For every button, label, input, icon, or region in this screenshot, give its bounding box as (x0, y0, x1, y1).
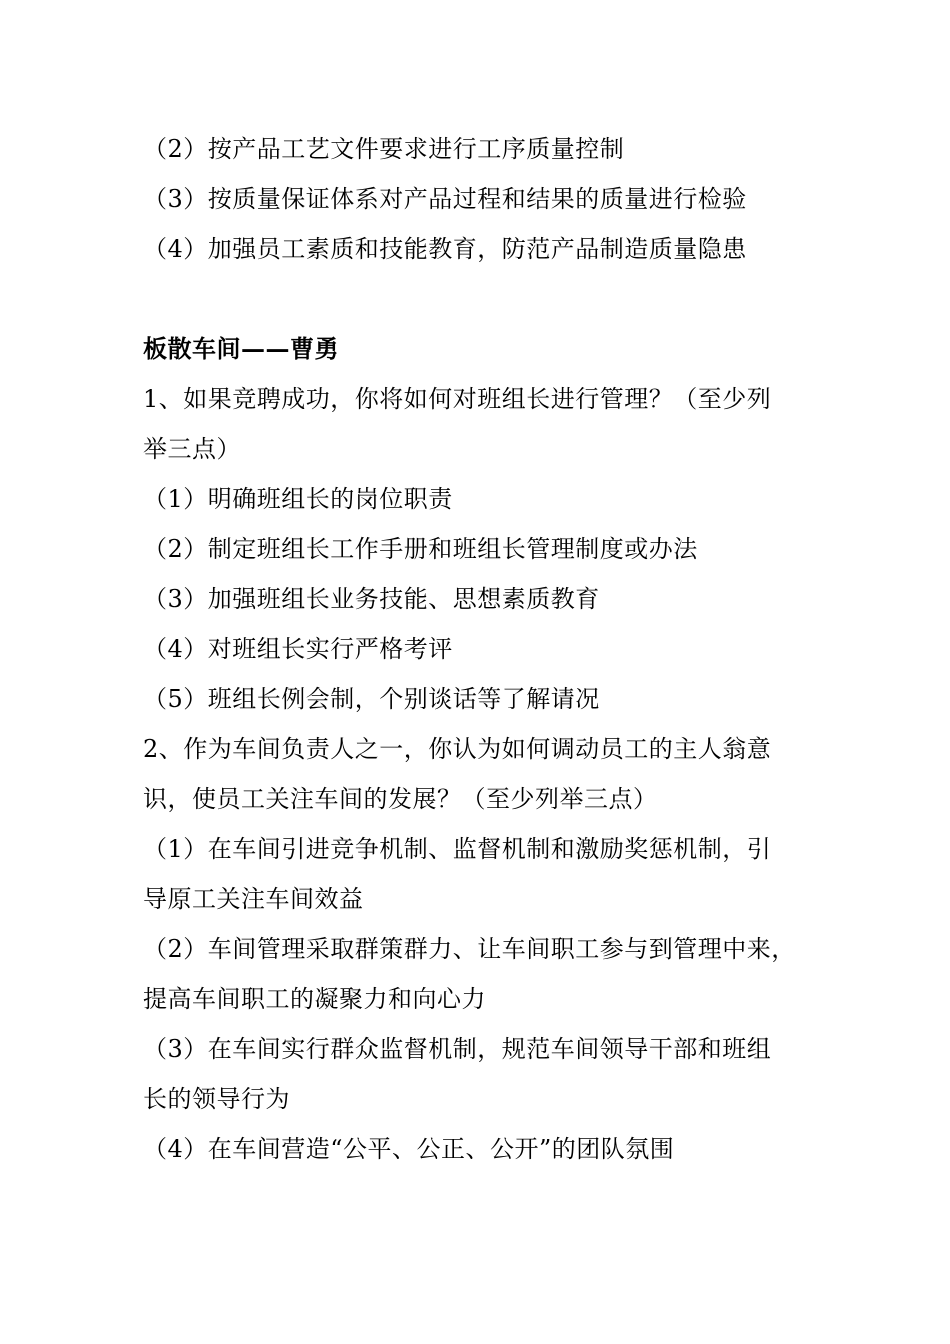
answer-line: （4）对班组长实行严格考评 (143, 635, 453, 663)
answer-line: （1）在车间引进竞争机制、监督机制和激励奖惩机制，引 (143, 835, 772, 863)
answer-line: （2）制定班组长工作手册和班组长管理制度或办法 (143, 535, 698, 563)
question-line: 2、作为车间负责人之一，你认为如何调动员工的主人翁意 (143, 735, 772, 763)
answer-line: 长的领导行为 (143, 1085, 290, 1113)
answer-line: （2）车间管理采取群策群力、让车间职工参与到管理中来， (143, 935, 796, 963)
answer-line: （3）在车间实行群众监督机制，规范车间领导干部和班组 (143, 1035, 772, 1063)
question-line: 识，使员工关注车间的发展？（至少列举三点） (143, 785, 658, 813)
section-heading: 板散车间——曹勇 (143, 334, 339, 363)
text-line: （2）按产品工艺文件要求进行工序质量控制 (143, 135, 625, 163)
answer-line: 提高车间职工的凝聚力和向心力 (143, 985, 486, 1013)
question-line: 1、如果竞聘成功，你将如何对班组长进行管理？（至少列 (143, 385, 772, 413)
answer-line: （3）加强班组长业务技能、思想素质教育 (143, 585, 600, 613)
answer-line: （1）明确班组长的岗位职责 (143, 485, 453, 513)
question-line: 举三点） (143, 435, 241, 463)
answer-line: （4）在车间营造“公平、公正、公开”的团队氛围 (143, 1135, 675, 1163)
text-line: （3）按质量保证体系对产品过程和结果的质量进行检验 (143, 185, 747, 213)
text-line: （4）加强员工素质和技能教育，防范产品制造质量隐患 (143, 235, 747, 263)
answer-line: （5）班组长例会制，个别谈话等了解请况 (143, 685, 600, 713)
answer-line: 导原工关注车间效益 (143, 885, 364, 913)
